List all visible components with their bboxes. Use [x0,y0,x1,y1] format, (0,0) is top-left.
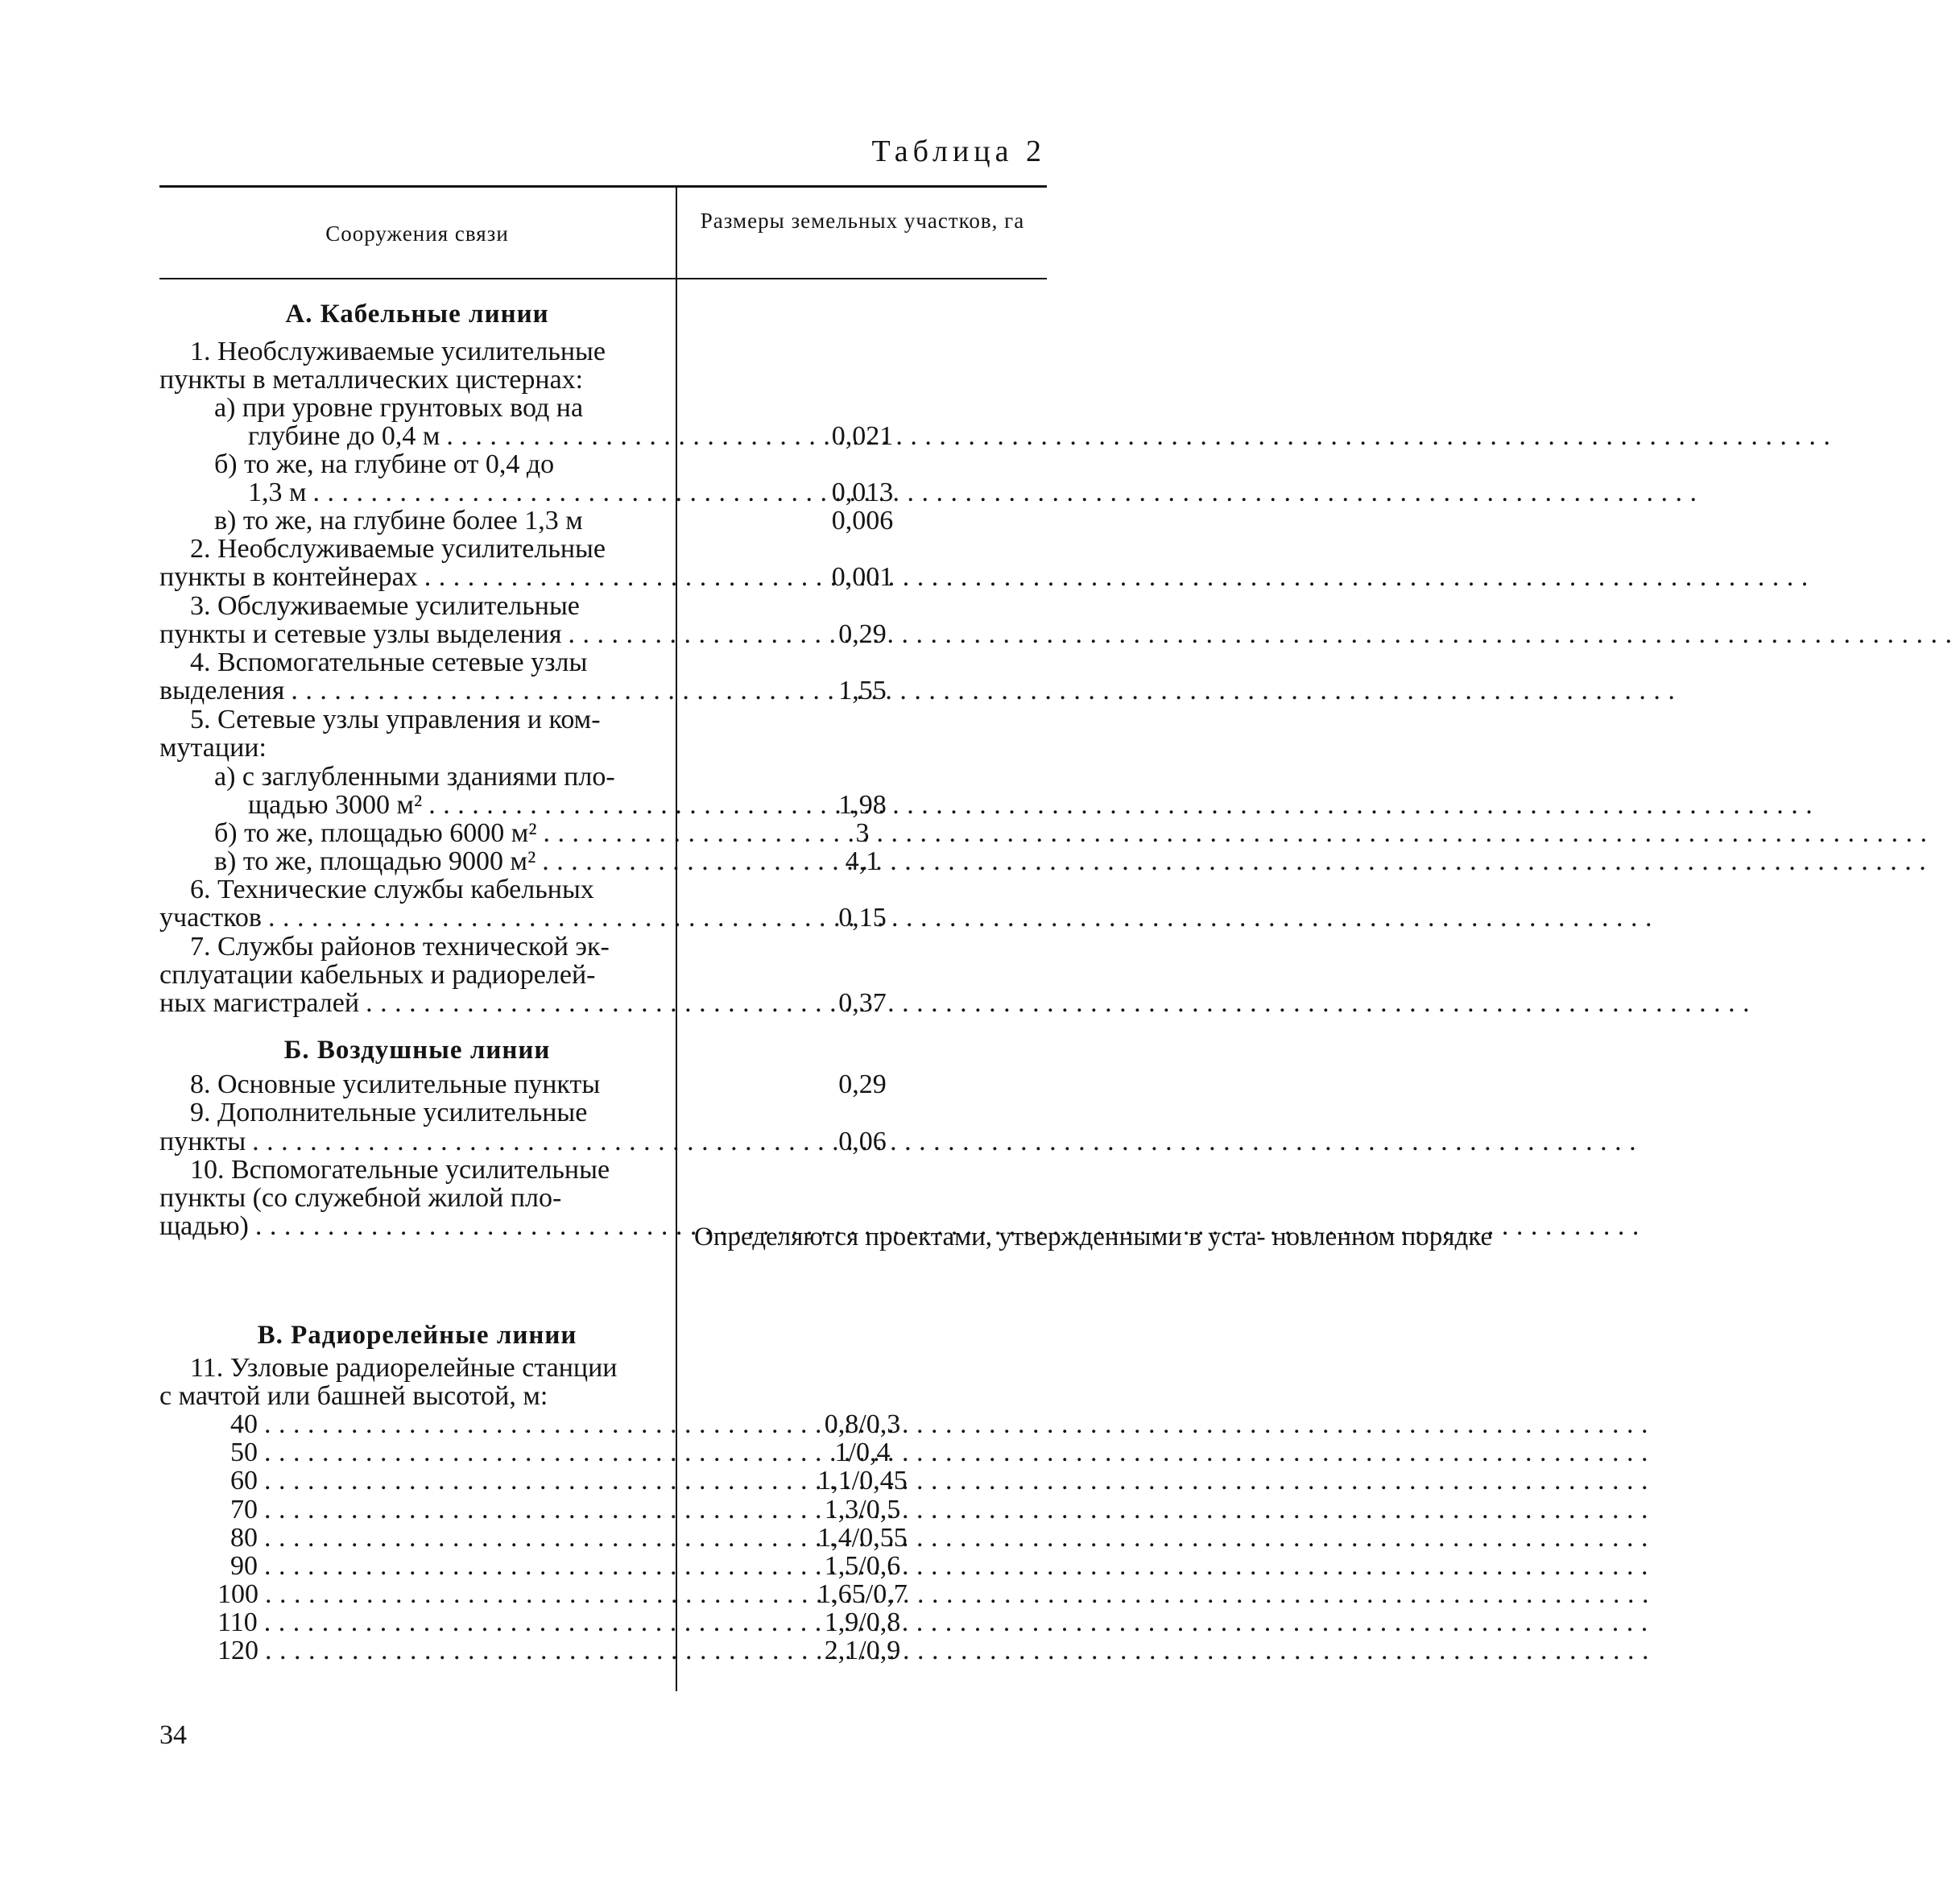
land-size-value: 0,15 [838,903,887,933]
structure-line-text: мутации: [159,733,267,763]
structure-line-text: 11. Узловые радиорелейные станции [190,1353,618,1383]
structure-line [159,563,665,592]
structure-line [159,366,665,395]
structure-line-text: б) то же, на глубине от 0,4 до [214,449,555,479]
structure-line-text: 9. Дополнительные усилительные [190,1098,588,1127]
land-size-value: 4,1 [845,846,880,876]
structure-line-text: щадью 3000 м² [248,790,423,820]
structure-line-text: 7. Службы районов технической эк- [190,932,610,962]
section-cable-lines: А. Кабельные линии [285,300,549,329]
land-size-value: 2,1/0,9 [824,1636,901,1665]
structure-line [190,933,665,962]
structure-line [190,337,665,366]
structure-line [190,1098,665,1127]
structure-line [248,422,665,451]
structure-line-text: 10. Вспомогательные усилительные [190,1155,610,1185]
table-header-rule [159,278,1047,279]
structure-line [214,847,665,876]
structure-line-text: 8. Основные усилительные пункты [190,1069,601,1099]
land-size-value: 0,29 [838,1069,887,1099]
structure-line [214,507,665,536]
land-size-value: 1,5/0,6 [824,1551,901,1581]
structure-line-text: 1,3 м [248,478,307,507]
structure-line-text: 40 [230,1409,258,1439]
structure-line [248,791,665,820]
structure-line-text: участков [159,903,262,933]
structure-line [190,705,665,734]
structure-line-text: выделения [159,676,285,705]
structure-line-text: 2. Необслуживаемые усилительные [190,534,606,564]
structure-line-text: в) то же, площадью 9000 м² [214,846,536,876]
structure-line-text: 110 [217,1607,258,1637]
structure-line [159,1212,665,1241]
structure-line [230,1496,665,1524]
structure-line [159,1382,665,1411]
structure-line [214,394,665,423]
structure-line [159,676,665,705]
land-size-value: 0,021 [831,421,894,451]
structure-line [190,535,665,564]
land-size-value: 1/0,4 [834,1438,891,1467]
page-number: 34 [159,1720,187,1750]
structure-line-text: в) то же, на глубине более 1,3 м [214,506,583,536]
structure-line-text: б) то же, площадью 6000 м² [214,818,537,848]
structure-line [214,450,665,479]
structure-line [159,1184,665,1213]
structure-line-text: 100 [217,1579,258,1609]
table-top-rule [159,185,1047,188]
structure-line-text: глубине до 0,4 м [248,421,440,451]
header-structures: Сооружения связи [325,221,509,246]
structure-line [190,592,665,621]
structure-line-text: 80 [230,1523,258,1553]
structure-line-text: 5. Сетевые узлы управления и ком- [190,705,601,734]
structure-line-text: пункты в контейнерах [159,562,418,592]
structure-line-text: пункты [159,1127,246,1156]
structure-line [159,620,665,649]
structure-line [230,1552,665,1581]
structure-line-text: с мачтой или башней высотой, м: [159,1381,548,1411]
dot-leader [446,422,1838,451]
structure-line [190,875,665,904]
land-size-value: 0,013 [831,478,894,507]
structure-line-text: 70 [230,1495,258,1524]
structure-line [159,961,665,990]
structure-line [248,478,665,507]
structure-line-text: пункты в металлических цистернах: [159,365,584,395]
structure-line-text: 120 [217,1636,258,1665]
structure-line-text: 3. Обслуживаемые усилительные [190,591,580,621]
structure-line [230,1467,665,1496]
structure-line [230,1410,665,1439]
structure-line [190,648,665,677]
land-size-value: 0,37 [838,988,887,1018]
header-land-sizes: Размеры земельных участков, га [700,209,1025,233]
structure-line [190,1354,665,1383]
land-size-value: 0,8/0,3 [824,1409,901,1439]
dot-leader [428,791,1820,820]
structure-line [190,1070,665,1099]
structure-line-text: сплуатации кабельных и радиорелей- [159,960,596,990]
table-caption: Таблица 2 [871,134,1046,168]
land-size-value: 0,001 [831,562,894,592]
land-size-value: 1,1/0,45 [817,1466,908,1496]
structure-line [159,734,665,763]
structure-line [214,763,665,792]
structure-line-text: 4. Вспомогательные сетевые узлы [190,647,588,677]
land-size-value: 1,4/0,55 [817,1523,908,1553]
structure-line [159,1127,665,1156]
dot-leader [366,989,1757,1018]
structure-line [217,1580,665,1609]
structure-line [217,1636,665,1665]
dot-leader [424,563,1816,592]
section-overhead-lines: Б. Воздушные линии [283,1036,551,1065]
structure-line [230,1524,665,1553]
structure-line [230,1438,665,1467]
structure-line-text: 6. Технические службы кабельных [190,875,594,904]
land-size-value: 3 [855,818,870,848]
structure-line-text: пункты и сетевые узлы выделения [159,619,562,649]
structure-line [190,1156,665,1185]
structure-line-text: 1. Необслуживаемые усилительные [190,337,606,366]
structure-line [217,1608,665,1637]
structure-line-text: 50 [230,1438,258,1467]
land-size-value: 1,65/0,7 [817,1579,908,1609]
structure-line [159,989,665,1018]
structure-line-text: а) с заглубленными зданиями пло- [214,762,615,792]
structure-line-text: пункты (со служебной жилой пло- [159,1183,562,1213]
structure-line-text: ных магистралей [159,988,360,1018]
structure-line-text: а) при уровне грунтовых вод на [214,393,584,423]
land-size-value: 1,98 [838,790,887,820]
land-size-value: 0,006 [831,506,894,536]
section-radio-relay-lines: В. Радиорелейные линии [257,1321,577,1350]
land-size-value: 1,9/0,8 [824,1607,901,1637]
land-size-value: 0,29 [838,619,887,649]
land-size-value: 0,06 [838,1127,887,1156]
structure-line-text: 90 [230,1551,258,1581]
projects-note: Определяются проектами, утвержденными в уста- новленном порядке [694,1222,1493,1251]
structure-line [214,819,665,848]
structure-line-text: 60 [230,1466,258,1496]
structure-line [159,904,665,933]
land-size-value: 1,3/0,5 [824,1495,901,1524]
structure-line-text: щадью) [159,1211,249,1241]
land-size-value: 1,55 [838,676,887,705]
